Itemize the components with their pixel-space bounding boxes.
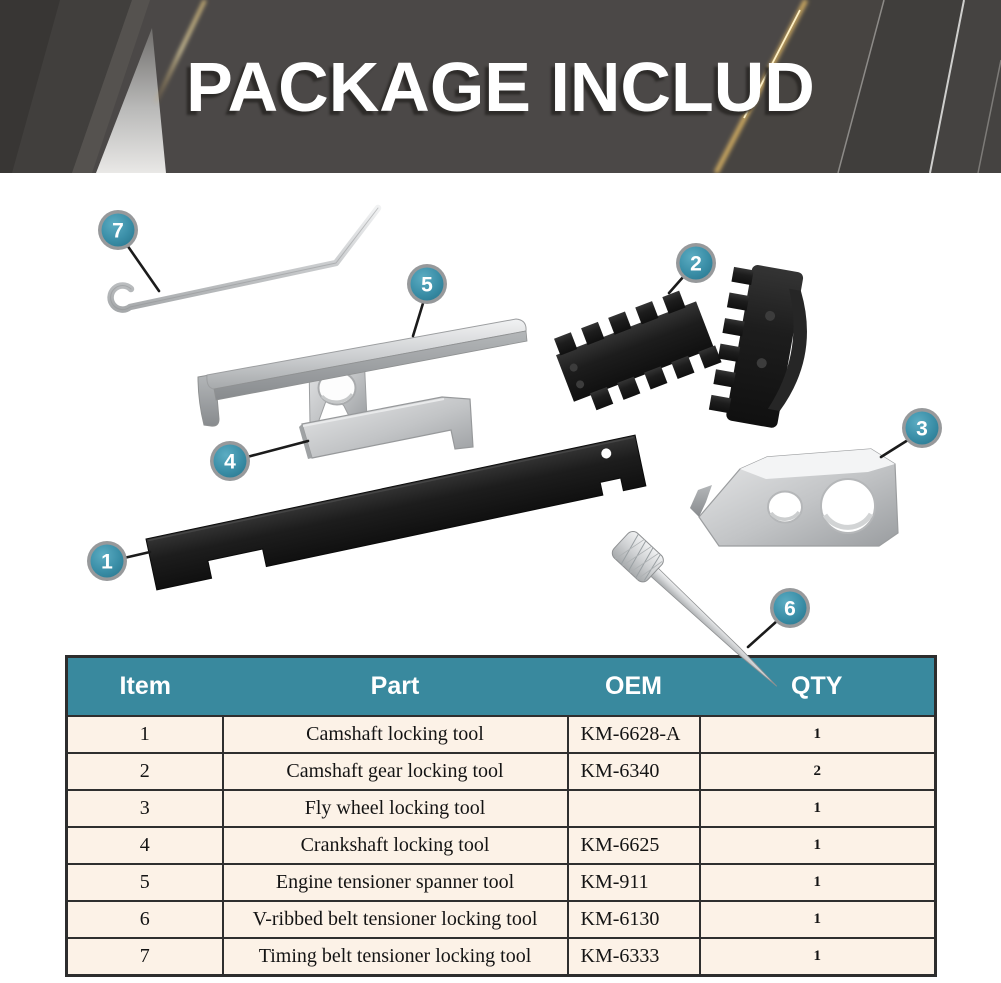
table-row bbox=[67, 901, 936, 938]
tool-2b-camshaft-gear-locking-tool bbox=[708, 261, 819, 431]
page-title: PACKAGE INCLUD bbox=[186, 47, 815, 126]
badge-4-number: 4 bbox=[224, 450, 236, 474]
cell-qty: 1 bbox=[700, 938, 936, 976]
cell-item: 3 bbox=[67, 790, 223, 827]
cell-qty: 1 bbox=[700, 827, 936, 864]
table-row bbox=[67, 753, 936, 790]
badge-1 bbox=[87, 541, 127, 581]
cell-qty: 1 bbox=[700, 716, 936, 753]
cell-part: Engine tensioner spanner tool bbox=[223, 864, 568, 901]
header-banner bbox=[0, 0, 1001, 173]
badge-2-number: 2 bbox=[690, 252, 702, 276]
cell-oem: KM-911 bbox=[568, 864, 700, 901]
tools-illustration bbox=[0, 173, 1001, 713]
cell-oem: KM-6628-A bbox=[568, 716, 700, 753]
table-row bbox=[67, 864, 936, 901]
table-row bbox=[67, 938, 936, 976]
cell-part: Timing belt tensioner locking tool bbox=[223, 938, 568, 976]
cell-oem: KM-6340 bbox=[568, 753, 700, 790]
table-row bbox=[67, 716, 936, 753]
cell-item: 2 bbox=[67, 753, 223, 790]
badge-5 bbox=[407, 264, 447, 304]
badge-1-number: 1 bbox=[101, 550, 113, 574]
badge-2 bbox=[676, 243, 716, 283]
column-header-part: Part bbox=[223, 657, 568, 717]
badge-3-number: 3 bbox=[916, 417, 928, 441]
cell-part: Camshaft locking tool bbox=[223, 716, 568, 753]
tool-3-fly-wheel-locking-tool bbox=[690, 449, 898, 546]
cell-oem: KM-6130 bbox=[568, 901, 700, 938]
cell-item: 7 bbox=[67, 938, 223, 976]
column-header-qty: QTY bbox=[700, 657, 936, 717]
cell-part: Camshaft gear locking tool bbox=[223, 753, 568, 790]
badge-7 bbox=[98, 210, 138, 250]
badge-6-number: 6 bbox=[784, 597, 796, 621]
cell-item: 5 bbox=[67, 864, 223, 901]
cell-part: V-ribbed belt tensioner locking tool bbox=[223, 901, 568, 938]
tool-4-crankshaft-locking-tool bbox=[299, 397, 473, 459]
cell-item: 6 bbox=[67, 901, 223, 938]
cell-qty: 1 bbox=[700, 790, 936, 827]
tool-2-camshaft-gear-locking-tool bbox=[550, 286, 721, 417]
cell-qty: 1 bbox=[700, 864, 936, 901]
cell-part: Fly wheel locking tool bbox=[223, 790, 568, 827]
cell-item: 4 bbox=[67, 827, 223, 864]
cell-oem: KM-6625 bbox=[568, 827, 700, 864]
column-header-item: Item bbox=[67, 657, 223, 717]
column-header-oem: OEM bbox=[568, 657, 700, 717]
badge-7-number: 7 bbox=[112, 219, 124, 243]
cell-qty: 2 bbox=[700, 753, 936, 790]
tool-5-engine-tensioner-spanner-tool bbox=[198, 319, 527, 426]
tool-6-v-ribbed-belt-tensioner-locking-tool bbox=[609, 529, 788, 699]
badge-6 bbox=[770, 588, 810, 628]
cell-oem bbox=[568, 790, 700, 827]
cell-part: Crankshaft locking tool bbox=[223, 827, 568, 864]
tool-7-timing-belt-tensioner-locking-tool bbox=[111, 208, 378, 310]
badge-3 bbox=[902, 408, 942, 448]
table-row bbox=[67, 790, 936, 827]
cell-qty: 1 bbox=[700, 901, 936, 938]
badge-4 bbox=[210, 441, 250, 481]
table-row bbox=[67, 827, 936, 864]
badge-5-number: 5 bbox=[421, 273, 433, 297]
cell-item: 1 bbox=[67, 716, 223, 753]
cell-oem: KM-6333 bbox=[568, 938, 700, 976]
